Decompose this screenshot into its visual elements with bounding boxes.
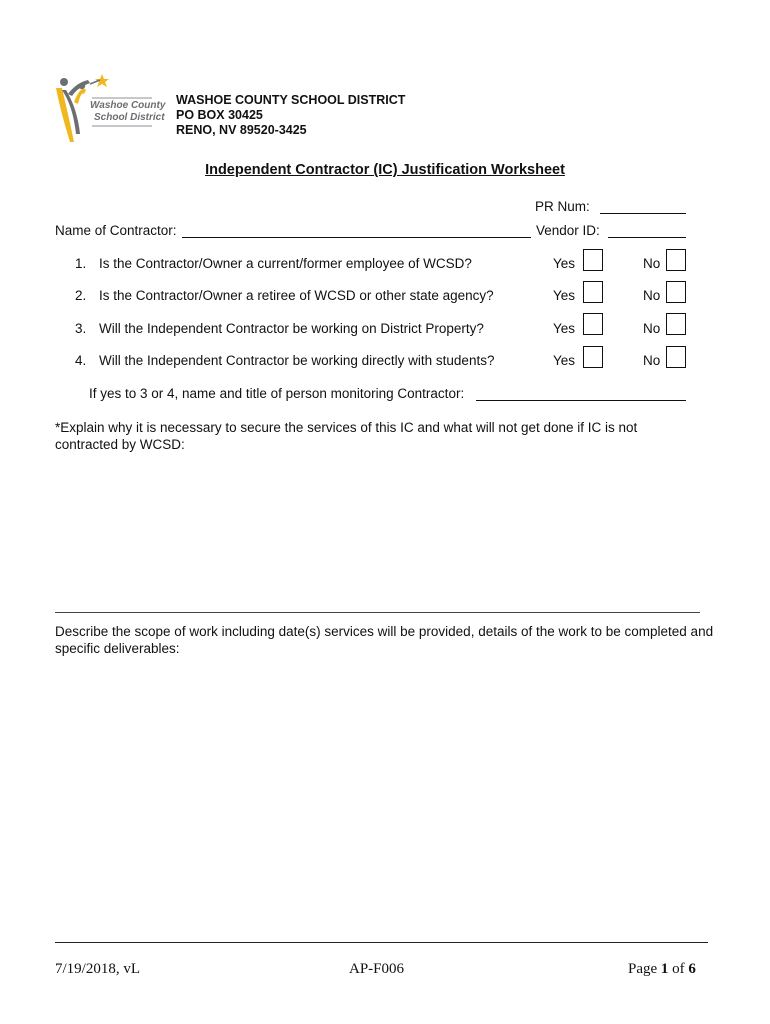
section-divider [55,612,700,613]
org-address-line2: RENO, NV 89520-3425 [176,123,307,137]
vendor-id-field[interactable] [608,237,686,238]
monitor-field[interactable] [476,400,686,401]
question-3-no-label: No [643,321,661,336]
footer-page-number [628,961,696,978]
explain-prompt: *Explain why it is necessary to secure the services of this IC and what will not get done if IC is not contracted by WCSD: [55,420,638,452]
question-1-text: Is the Contractor/Owner a current/former employee of WCSD? [99,256,472,271]
footer-form-id: AP-F006 [349,961,405,977]
logo-text-line1: Washoe County [90,100,166,111]
page-current: 1 [660,961,669,977]
pr-num-label: PR Num: [535,199,590,214]
page-of: of [668,961,689,977]
question-4-no-checkbox[interactable] [666,346,686,368]
question-4-yes-checkbox[interactable] [583,346,603,368]
page-total: 6 [688,961,696,977]
question-4-no-label: No [643,353,661,368]
contractor-name-label: Name of Contractor: [55,223,177,238]
question-1-no-label: No [643,256,661,271]
question-1-number: 1. [75,256,87,271]
question-2-text: Is the Contractor/Owner a retiree of WCSD or other state agency? [99,288,494,303]
footer-date: 7/19/2018, vL [55,961,140,977]
question-1-yes-label: Yes [553,256,576,271]
pr-num-field[interactable] [600,213,686,214]
question-3-yes-checkbox[interactable] [583,313,603,335]
question-2-number: 2. [75,288,87,303]
question-3-no-checkbox[interactable] [666,313,686,335]
question-4-yes-label: Yes [553,353,576,368]
logo-text-line2: School District [94,112,165,123]
question-3-text: Will the Independent Contractor be working on District Property? [99,321,484,336]
question-2-no-checkbox[interactable] [666,281,686,303]
page-prefix: Page [628,961,661,977]
org-address-block [176,93,405,138]
footer-divider [55,942,708,943]
org-address-line1: PO BOX 30425 [176,108,263,122]
district-logo [52,72,166,144]
question-3-yes-label: Yes [553,321,576,336]
page-title: Independent Contractor (IC) Justification Worksheet [205,162,565,178]
question-2-yes-label: Yes [553,288,576,303]
vendor-id-label: Vendor ID: [536,223,600,238]
monitor-label: If yes to 3 or 4, name and title of person monitoring Contractor: [89,386,465,401]
org-name: WASHOE COUNTY SCHOOL DISTRICT [176,93,406,107]
scope-prompt: Describe the scope of work including date(s) services will be provided, details of the work to be completed and specific deliverables: [55,624,714,656]
question-2-yes-checkbox[interactable] [583,281,603,303]
logo-text [90,100,165,124]
question-2-no-label: No [643,288,661,303]
explain-response-area[interactable] [55,455,700,605]
question-4-number: 4. [75,353,87,368]
question-1-yes-checkbox[interactable] [583,249,603,271]
contractor-name-field[interactable] [182,237,531,238]
scope-response-area[interactable] [55,660,700,930]
question-4-text: Will the Independent Contractor be working directly with students? [99,353,495,368]
question-1-no-checkbox[interactable] [666,249,686,271]
question-3-number: 3. [75,321,87,336]
